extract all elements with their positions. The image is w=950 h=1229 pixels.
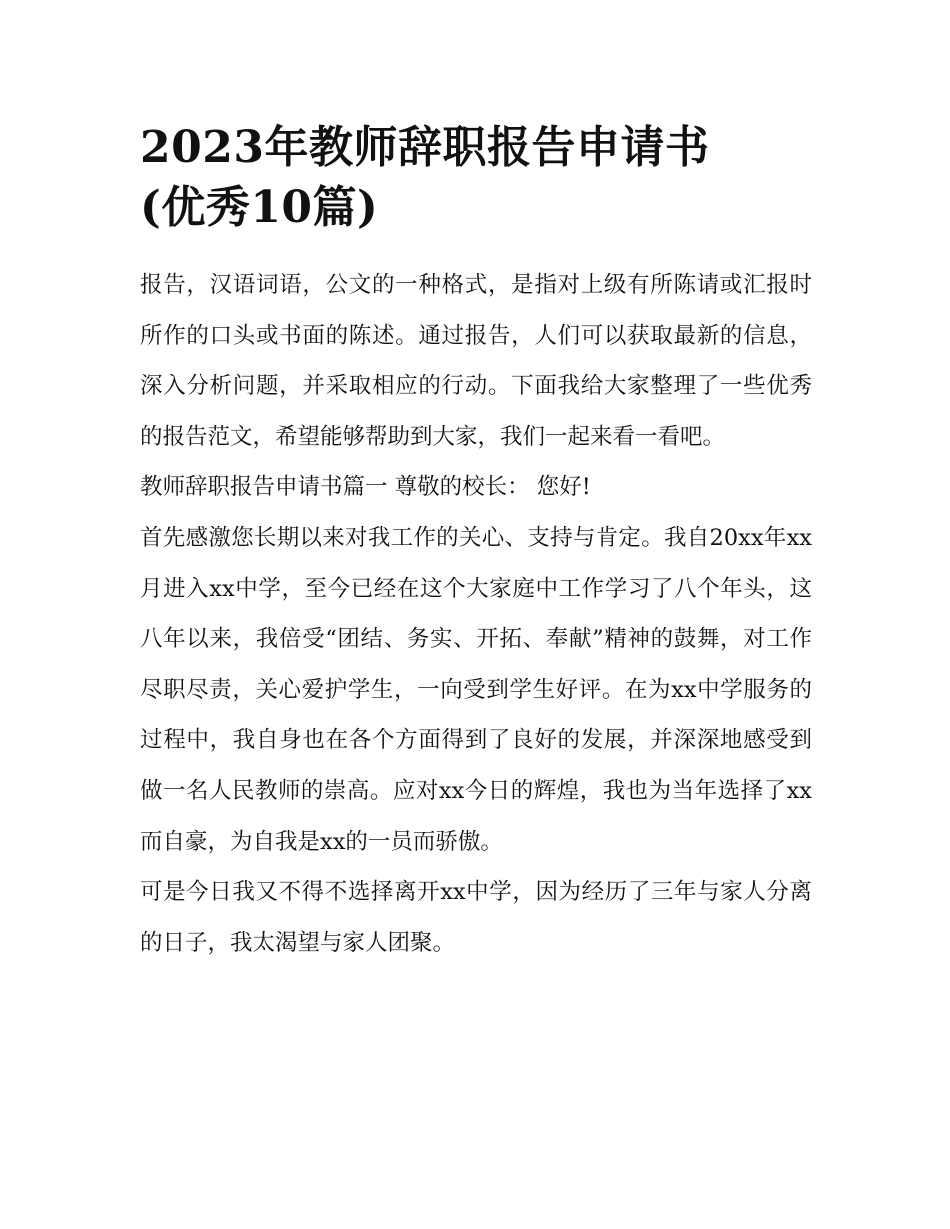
document-body [140,118,812,968]
intro-paragraph: 报告，汉语词语，公文的一种格式，是指对上级有所陈请或汇报时所作的口头或书面的陈述。通过报告，人们可以获取最新的信息，深入分析问题，并采取相应的行动。下面我给大家整理了一些优秀的报告范文，希望能够帮助到大家，我们一起来看一看吧。 [140,272,812,450]
document-title [140,118,812,238]
salutation-paragraph: 教师辞职报告申请书篇一 尊敬的校长： 您好! [140,474,591,501]
body-paragraph-1: 首先感激您长期以来对我工作的关心、支持与肯定。我自20xx年xx月进入xx中学，至今已经在这个大家庭中工作学习了八个年头，这八年以来，我倍受“团结、务实、开拓、奉献”精神的鼓舞，对工作尽职尽责，关心爱护学生，一向受到学生好评。在为xx中学服务的过程中，我自身也在各个方面得到了良好的发展，并深深地感受到做一名人民教师的崇高。应对xx今日的辉煌，我也为当年选择了xx而自豪，为自我是xx的一员而骄傲。 [140,524,812,855]
title-line-2: (优秀10篇) [140,182,379,233]
title-line-1: 2023年教师辞职报告申请书 [140,122,710,173]
body-paragraph-2: 可是今日我又不得不选择离开xx中学，因为经历了三年与家人分离的日子，我太渴望与家人团聚。 [140,879,812,956]
